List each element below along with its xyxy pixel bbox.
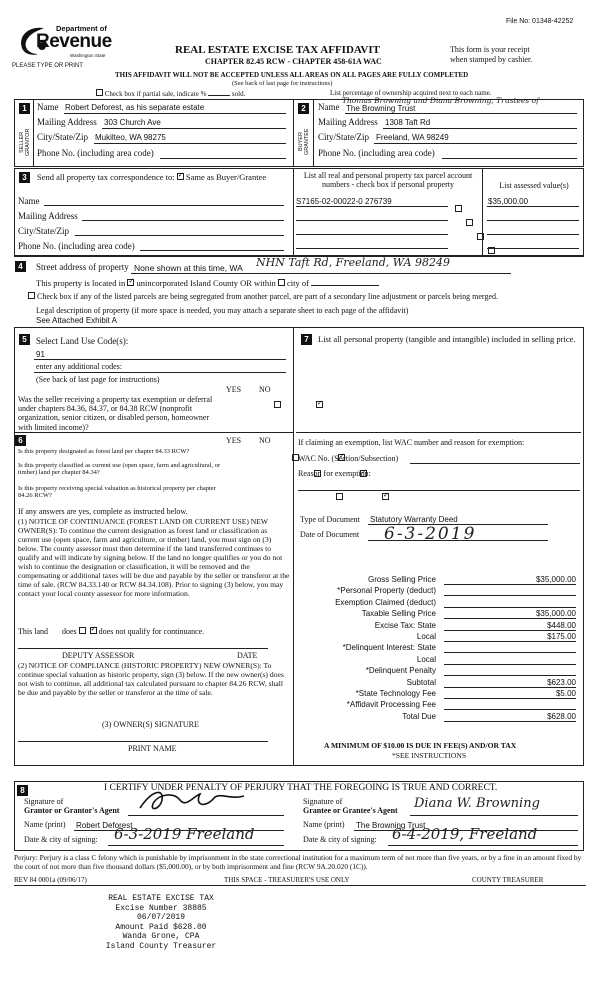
file-number: File No: 01348-42252 bbox=[506, 18, 574, 25]
receipt-note-1: This form is your receipt bbox=[450, 45, 530, 54]
partial-sale-text: Check box if partial sale, indicate % bbox=[104, 90, 207, 98]
s2-mailing-label: Mailing Address bbox=[318, 117, 378, 127]
money-row bbox=[300, 643, 576, 654]
stamp-line: Island County Treasurer bbox=[105, 941, 217, 951]
s6-land-row bbox=[18, 627, 204, 636]
money-value[interactable] bbox=[444, 643, 576, 653]
treasurer-stamp bbox=[96, 894, 226, 952]
s6-notice-2: (2) NOTICE OF COMPLIANCE (HISTORIC PROPERTY) NEW OWNER(S): To continue special valuation as historic property, sign (3) below. If the new owner(s) does not wish to continue, all additional tax calculated pursuant to chapter 84.26 RCW, shall be due and payable by the seller or transferor at the time of sale. bbox=[18, 661, 284, 697]
s3-name-label: Name bbox=[18, 196, 40, 206]
s1-phone-line[interactable] bbox=[160, 158, 286, 159]
s8-grantee-name[interactable]: The Browning Trust bbox=[356, 821, 426, 830]
s8-name-print-1: Name (print) bbox=[24, 820, 66, 829]
s5-yes: YES bbox=[226, 385, 242, 394]
s8-certify: I CERTIFY UNDER PENALTY OF PERJURY THAT THE FOREGOING IS TRUE AND CORRECT. bbox=[104, 783, 498, 793]
money-row bbox=[300, 700, 576, 711]
s6-does-not-checkbox[interactable] bbox=[90, 627, 97, 634]
assessed-value[interactable]: $35,000.00 bbox=[488, 197, 529, 206]
s1-city-label: City/State/Zip bbox=[37, 132, 88, 142]
money-value[interactable]: $5.00 bbox=[444, 689, 576, 699]
s4-located bbox=[36, 279, 379, 289]
s7-minimum: A MINIMUM OF $10.00 IS DUE IN FEE(S) AND/OR TAX bbox=[324, 741, 517, 750]
s4-segregated-text: Check box if any of the listed parcels are being segregated from another parcel, are part of a secondary line adjustment or parcels being merged. bbox=[37, 292, 498, 301]
money-label: *Affidavit Processing Fee bbox=[346, 700, 436, 710]
s1-phone-label: Phone No. (including area code) bbox=[37, 148, 154, 158]
money-label: *Personal Property (deduct) bbox=[337, 586, 436, 596]
s5-code-line bbox=[34, 359, 286, 360]
assessed-line-3[interactable] bbox=[487, 234, 579, 235]
list-percentage: List percentage of ownership acquired next to each name. bbox=[330, 89, 492, 97]
s8-grantee-date[interactable]: 6-4-2019, Freeland bbox=[392, 825, 538, 843]
s6-q1: Is this property designated as forest land per chapter 84.33 RCW? bbox=[18, 448, 190, 455]
money-value[interactable]: $448.00 bbox=[444, 621, 576, 631]
partial-percent-field[interactable] bbox=[208, 95, 230, 96]
s1-city-line bbox=[94, 143, 286, 144]
s5-additional-line[interactable] bbox=[34, 372, 286, 373]
parcel-line-1 bbox=[296, 206, 448, 207]
section-3-number: 3 bbox=[19, 172, 30, 183]
s8-sig-grantee-1: Signature of bbox=[303, 797, 343, 806]
seller-side-label: SELLER GRANTOR bbox=[19, 128, 31, 156]
s1-name-label: Name bbox=[37, 102, 59, 112]
money-row bbox=[300, 621, 576, 632]
s6-owner-sig-line[interactable] bbox=[18, 741, 268, 742]
money-row bbox=[300, 655, 576, 666]
treasurer-space: THIS SPACE - TREASURER'S USE ONLY bbox=[224, 876, 350, 884]
money-label: Local bbox=[416, 631, 436, 641]
city-of-field[interactable] bbox=[311, 285, 379, 286]
logo-dept: Department of bbox=[56, 24, 107, 33]
parties-divider bbox=[293, 99, 294, 167]
s6-this-land: This land bbox=[18, 627, 48, 636]
s5-yes-checkbox[interactable] bbox=[274, 401, 281, 408]
section-7-number: 7 bbox=[301, 334, 312, 345]
money-value[interactable] bbox=[444, 586, 576, 596]
s1-city-value[interactable]: Mukilteo, WA 98275 bbox=[95, 133, 166, 142]
s4-legal-value[interactable]: See Attached Exhibit A bbox=[36, 316, 117, 325]
parcel-line-4[interactable] bbox=[296, 248, 448, 249]
s3-mailing-label: Mailing Address bbox=[18, 211, 78, 221]
city-of-checkbox[interactable] bbox=[278, 279, 285, 286]
logo-revenue: Revenue bbox=[36, 31, 112, 52]
assessed-line-2[interactable] bbox=[487, 220, 579, 221]
s8-sig-grantee-2: Grantee or Grantee's Agent bbox=[303, 806, 398, 815]
grantor-signature-icon bbox=[134, 786, 264, 816]
segregated-checkbox[interactable] bbox=[28, 292, 35, 299]
s1-mailing-line bbox=[102, 128, 286, 129]
money-row bbox=[300, 678, 576, 689]
parcel-line-3[interactable] bbox=[296, 234, 448, 235]
money-label: *State Technology Fee bbox=[355, 688, 436, 698]
s2-phone-label: Phone No. (including area code) bbox=[318, 148, 435, 158]
s2-name-line bbox=[345, 113, 577, 114]
s4-segregated-row bbox=[28, 292, 498, 301]
money-label: Taxable Selling Price bbox=[361, 609, 436, 619]
s2-mailing-line bbox=[383, 128, 577, 129]
county-treasurer: COUNTY TREASURER bbox=[472, 876, 544, 884]
money-value[interactable]: $175.00 bbox=[444, 632, 576, 642]
receipt-note-2: when stamped by cashier. bbox=[450, 55, 533, 64]
partial-sale-checkbox[interactable] bbox=[96, 89, 103, 96]
s8-date-city-2: Date & city of signing: bbox=[303, 835, 377, 844]
stamp-line: Amount Paid $628.00 bbox=[115, 922, 207, 932]
s7-wac-line[interactable] bbox=[410, 463, 580, 464]
s2-city-value[interactable]: Freeland, WA 98249 bbox=[376, 133, 449, 142]
s2-city-line bbox=[374, 143, 577, 144]
s6-top-border bbox=[14, 432, 293, 433]
parcel-line-2[interactable] bbox=[296, 220, 448, 221]
s4-street-line bbox=[131, 273, 511, 274]
lower-divider bbox=[293, 327, 294, 766]
section-6-number: 6 bbox=[15, 435, 26, 446]
s6-if-yes: If any answers are yes, complete as instructed below. bbox=[18, 507, 188, 516]
assessed-header: List assessed value(s) bbox=[499, 181, 569, 190]
money-table bbox=[300, 575, 576, 723]
footer-rule bbox=[14, 885, 586, 886]
s6-notice-1: (1) NOTICE OF CONTINUANCE (FOREST LAND OR CURRENT USE) NEW OWNER(S): To continue the current designation as forest land or classification as current use (open space, farm and agriculture, or timber) land, you must sign on (3) below. The county assessor must then determine if the land transferred continues to qualify and will indicate by signing below. If the land no longer qualifies or you do not wish to continue the designation or classification, it will be removed and the compensating or additional taxes will be due and payable by the seller or transferor at the time of sale. (RCW 84.33.140 or RCW 84.34.108). Prior to signing (3) below, you may contact your local county assessor for more information. bbox=[18, 517, 290, 598]
money-row bbox=[300, 598, 576, 609]
s5-select-label: Select Land Use Code(s): bbox=[36, 336, 129, 346]
s1-mailing-label: Mailing Address bbox=[37, 117, 97, 127]
s2-name-value[interactable]: The Browning Trust bbox=[346, 104, 416, 113]
s1-side-divider bbox=[33, 99, 34, 167]
s4-legal-label: Legal description of property (if more space is needed, you may attach a separate sheet to each page of the affidavit) bbox=[36, 306, 409, 315]
money-value[interactable] bbox=[444, 700, 576, 710]
personal-property-checkbox-2[interactable] bbox=[466, 219, 473, 226]
buyer-side-label: BUYER GRANTEE bbox=[298, 128, 310, 156]
s3-phone-label: Phone No. (including area code) bbox=[18, 241, 135, 251]
s7-personal-property: List all personal property (tangible and intangible) included in selling price. bbox=[318, 334, 576, 344]
money-row bbox=[300, 586, 576, 597]
s8-grantor-sig-line[interactable] bbox=[128, 815, 284, 816]
s7-exemption-label: If claiming an exemption, list WAC number and reason for exemption: bbox=[298, 438, 525, 447]
s2-name-handwritten: Thomas Browning and Diana Browning, Trustees of bbox=[342, 96, 539, 105]
s6-date-label: DATE bbox=[237, 651, 258, 660]
s5-see-back: (See back of last page for instructions) bbox=[36, 375, 160, 384]
money-label: Subtotal bbox=[406, 677, 436, 687]
money-row bbox=[300, 666, 576, 677]
personal-property-checkbox-3[interactable] bbox=[477, 233, 484, 240]
s8-grantor-name[interactable]: Robert Deforest bbox=[76, 821, 133, 830]
s4-street-value[interactable]: None shown at this time, WA bbox=[134, 263, 243, 273]
rev-number: REV 84 0001a (09/06/17) bbox=[14, 876, 87, 884]
money-row bbox=[300, 575, 576, 586]
s6-no: NO bbox=[259, 436, 271, 445]
s4-unincorporated-text: unincorporated Island County OR within bbox=[136, 278, 276, 288]
assessed-line-1 bbox=[487, 206, 579, 207]
s4-street-label: Street address of property bbox=[36, 262, 129, 272]
unincorporated-checkbox[interactable] bbox=[127, 279, 134, 286]
s7-reason-line[interactable] bbox=[298, 490, 580, 491]
money-label: Exemption Claimed (deduct) bbox=[335, 597, 436, 607]
page-title: REAL ESTATE EXCISE TAX AFFIDAVIT bbox=[175, 44, 380, 56]
s3-divider-2 bbox=[482, 168, 483, 256]
s3-send-text: Send all property tax correspondence to: bbox=[37, 172, 175, 182]
s6-does-not: does not bbox=[98, 627, 126, 636]
money-value[interactable]: $35,000.00 bbox=[444, 609, 576, 619]
section-8-number: 8 bbox=[17, 785, 28, 796]
s5-question: Was the seller receiving a property tax exemption or deferral under chapters 84.36, 84.37, or 84.38 RCW (nonprofit organization, senior citizen, or disabled person, homeowner with limited income)? bbox=[18, 395, 213, 432]
money-row bbox=[300, 632, 576, 643]
s2-mailing-value[interactable]: 1308 Taft Rd bbox=[385, 118, 431, 127]
s7-see-instructions: *SEE INSTRUCTIONS bbox=[392, 751, 467, 760]
s8-sig-grantor-2: Grantor or Grantor's Agent bbox=[24, 806, 120, 815]
s8-date-city-1: Date & city of signing: bbox=[24, 835, 98, 844]
s2-side-divider bbox=[313, 99, 314, 167]
s7-date-doc-value[interactable]: 6-3-2019 bbox=[384, 524, 477, 544]
section-5-number: 5 bbox=[19, 334, 30, 345]
money-value[interactable]: $623.00 bbox=[444, 678, 576, 688]
s3-same-as-text: Same as Buyer/Grantee bbox=[185, 172, 267, 182]
money-label: Total Due bbox=[402, 711, 436, 721]
s6-qualify: qualify for continuance. bbox=[127, 627, 205, 636]
s6-print-name-label: PRINT NAME bbox=[128, 744, 177, 753]
money-label: Local bbox=[416, 654, 436, 664]
s7-personal-line[interactable] bbox=[296, 432, 581, 433]
s8-grantor-date[interactable]: 6-3-2019 Freeland bbox=[114, 825, 255, 843]
section-2-number: 2 bbox=[298, 103, 309, 114]
s3-name-line[interactable] bbox=[44, 205, 284, 206]
money-label: *Delinquent Interest: State bbox=[342, 643, 436, 653]
s6-owner-sig-label: (3) OWNER(S) SIGNATURE bbox=[102, 720, 199, 729]
section-1-number: 1 bbox=[19, 103, 30, 114]
please-type: PLEASE TYPE OR PRINT bbox=[12, 63, 83, 69]
s3-send-label bbox=[37, 173, 266, 183]
page-subtitle: CHAPTER 82.45 RCW - CHAPTER 458-61A WAC bbox=[205, 57, 382, 66]
personal-property-checkbox-1[interactable] bbox=[455, 205, 462, 212]
section-4-number: 4 bbox=[15, 261, 26, 272]
money-value[interactable] bbox=[444, 666, 576, 676]
money-row bbox=[300, 609, 576, 620]
s3-city-line[interactable] bbox=[75, 235, 284, 236]
s6-deputy-label: DEPUTY ASSESSOR bbox=[62, 651, 135, 660]
s5-code-value[interactable]: 91 bbox=[36, 350, 45, 359]
stamp-line: Wanda Grone, CPA bbox=[122, 932, 200, 942]
s7-reason-label: Reason for exemption: bbox=[298, 469, 371, 478]
s7-type-doc-label: Type of Document bbox=[300, 515, 360, 524]
s8-grantee-signature: Diana W. Browning bbox=[414, 796, 540, 811]
money-value[interactable]: $35,000.00 bbox=[444, 575, 576, 585]
money-label: *Delinquent Penalty bbox=[365, 666, 436, 676]
s6-q3-no-checkbox[interactable] bbox=[382, 493, 389, 500]
s5-no-checkbox[interactable] bbox=[316, 401, 323, 408]
s8-sig-grantor-1: Signature of bbox=[24, 797, 64, 806]
s4-city-of-text: city of bbox=[287, 278, 309, 288]
stamp-line: 06/07/2019 bbox=[136, 913, 185, 923]
s8-grantee-date-line bbox=[388, 845, 578, 846]
s1-mailing-value[interactable]: 303 Church Ave bbox=[104, 118, 161, 127]
s2-phone-line[interactable] bbox=[442, 158, 577, 159]
s7-type-doc-value[interactable]: Statutory Warranty Deed bbox=[370, 515, 458, 524]
s8-grantee-sig-line[interactable] bbox=[410, 815, 578, 816]
not-accepted-warning: THIS AFFIDAVIT WILL NOT BE ACCEPTED UNLESS ALL AREAS ON ALL PAGES ARE FULLY COMPLETED bbox=[115, 71, 469, 79]
see-back-note: (See back of last page for instructions) bbox=[232, 80, 333, 87]
assessed-line-4[interactable] bbox=[487, 248, 579, 249]
s2-city-label: City/State/Zip bbox=[318, 132, 369, 142]
stamp-line: REAL ESTATE EXCISE TAX bbox=[108, 894, 214, 903]
money-value[interactable] bbox=[444, 598, 576, 608]
s4-street-handwritten: NHN Taft Rd, Freeland, WA 98249 bbox=[256, 256, 450, 269]
s8-perjury: Perjury: Perjury is a class C felony which is punishable by imprisonment in the state correctional institution for a maximum term of not more than five years, or by a fine in an amount fixed by the court of not more than five thousand dollars ($5,000.00), or by both imprisonment and fine (RCW 9A.20.020 (1C)). bbox=[14, 853, 582, 871]
s6-q3: Is this property receiving special valuation as historical property per chapter 84.26 RCW? bbox=[18, 485, 216, 500]
s7-date-doc-line bbox=[368, 540, 548, 541]
s1-name-line bbox=[64, 113, 286, 114]
money-row bbox=[300, 712, 576, 723]
s5-no: NO bbox=[259, 385, 271, 394]
sold-text: sold. bbox=[231, 90, 246, 98]
parcel-number-value[interactable]: S7165-02-00022-0 276739 bbox=[296, 197, 392, 206]
s6-q2: Is this property classified as current use (open space, farm and agricultural, or timber) land per chapter 84.34? bbox=[18, 462, 221, 477]
s8-grantor-date-line bbox=[108, 845, 284, 846]
s3-phone-line[interactable] bbox=[140, 250, 284, 251]
s1-name-value[interactable]: Robert Deforest, as his separate estate bbox=[65, 103, 205, 112]
s6-deputy-line[interactable] bbox=[18, 648, 268, 649]
logo-state: Washington State bbox=[70, 53, 106, 58]
money-value[interactable] bbox=[444, 655, 576, 665]
s7-date-doc-label: Date of Document bbox=[300, 530, 360, 539]
s6-yes: YES bbox=[226, 436, 242, 445]
parcel-header: List all real and personal property tax parcel account numbers - check box if personal property bbox=[303, 171, 473, 190]
s7-wac-label: WAC No. (Section/Subsection) bbox=[298, 454, 399, 463]
s8-name-print-2: Name (print) bbox=[303, 820, 345, 829]
s3-mailing-line[interactable] bbox=[82, 220, 284, 221]
s3-city-label: City/State/Zip bbox=[18, 226, 69, 236]
stamp-line: Excise Number 38885 bbox=[115, 903, 207, 913]
s6-does-checkbox[interactable] bbox=[79, 627, 86, 634]
s6-does: does bbox=[62, 627, 77, 636]
same-as-buyer-checkbox[interactable] bbox=[177, 173, 184, 180]
s4-located-text: This property is located in bbox=[36, 278, 126, 288]
partial-sale-label bbox=[96, 89, 245, 98]
s2-name-label: Name bbox=[318, 102, 340, 112]
money-label: Excise Tax: State bbox=[374, 620, 436, 630]
money-value[interactable]: $628.00 bbox=[444, 712, 576, 722]
money-row bbox=[300, 689, 576, 700]
dor-logo bbox=[14, 22, 124, 62]
s5-additional-label: enter any additional codes: bbox=[36, 362, 122, 371]
s3-divider bbox=[293, 168, 294, 256]
money-label: Gross Selling Price bbox=[367, 575, 436, 584]
s6-q3-yes-checkbox[interactable] bbox=[336, 493, 343, 500]
